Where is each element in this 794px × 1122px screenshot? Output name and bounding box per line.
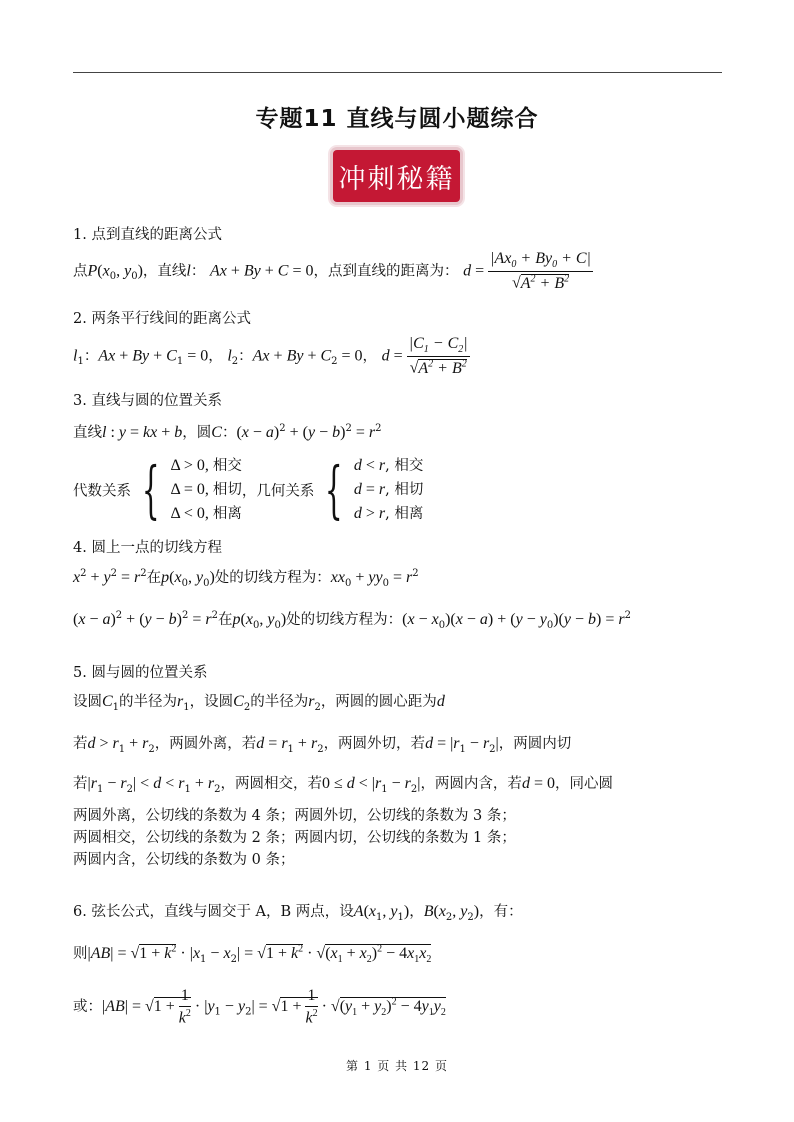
section-stamp — [333, 150, 460, 202]
section-3-line-circle: 直线l : y = kx + b，圆C：$(x - a)^2 + (y - b)^2 = r^2$ — [73, 423, 382, 441]
section-1-heading: 1. 点到直线的距离公式 — [73, 227, 222, 243]
page-title: 专题11 直线与圆小题综合 — [255, 106, 539, 132]
header-rule — [73, 72, 722, 73]
section-2-heading: 2. 两条平行线间的距离公式 — [73, 311, 251, 327]
section-5-tangent-count-2: 两圆相交，公切线的条数为 2 条；两圆内切，公切线的条数为 1 条； — [73, 830, 516, 846]
section-4-formula-1: $x^2 + y^2 = r^2$在$p(x_0$, $y_0$)处的切线方程为：$xx_0 + yy_0 = r^2$ — [73, 568, 419, 589]
section-6-chord-formula-1: 则$|AB| = √1 + k^2 \cdot |x_1 - x_2| = √1 + k^2 \cdot √(x_1 + x_2)^2 - 4x_1x_2$ — [73, 943, 432, 966]
section-5-radii: 设圆$C_1$的半径为$r_1$，设圆$C_2$的半径为$r_2$，两圆的圆心距为d — [73, 693, 445, 713]
section-6-heading: 6. 弦长公式，直线与圆交于 A，B 两点，设$A(x_1$, $y_1$)，$B(x_2$, $y_2$)，有： — [73, 903, 523, 923]
stamp-label: 冲刺秘籍 — [338, 164, 455, 195]
section-5-conditions-1: 若$d > r_1 + r_2$，两圆外离，若$d = r_1 + r_2$，两圆外切，若$d = |r_1 - r_2|$，两圆内切 — [73, 735, 572, 755]
section-6-chord-formula-2: 或：|AB| = √1 + $\frac{1}{k^2}$ · $|y_1 - y_2| = √1$ + $\frac{1}{k^2}$ · $√(y_1 + y_2)^2 - 4y_1y_2$ — [73, 987, 446, 1027]
section-4-formula-2: $(x - a)^2 + (y - b)^2 = r^2$在$p(x_0$, $y_0$)处的切线方程为：$(x - x_0)(x - a) + (y - y_0)(y - b) = r^2$ — [73, 610, 631, 631]
section-2-formula: $l_1$：$Ax + By + C_1 = 0$， $l_2$：$Ax + By + C_2 = 0$， d = $\frac{|C_1 - C_2|}{√A^2 + B^2}$ — [73, 335, 468, 377]
distance-fraction: $\frac{|Ax_0 + By_0 + C|}{√A^2 + B^2}$ — [490, 250, 591, 292]
section-4-heading: 4. 圆上一点的切线方程 — [73, 540, 222, 556]
section-5-heading: 5. 圆与圆的位置关系 — [73, 665, 208, 681]
section-3-heading: 3. 直线与圆的位置关系 — [73, 393, 222, 409]
page-footer: 第 1 页 共 12 页 — [346, 1059, 448, 1073]
section-3-relations: 代数关系 { Δ > 0, 相交 Δ = 0, 相切 Δ < 0, 相离，几何关系 { d < r, 相交 d = r, 相切 d > r, 相离 — [73, 453, 424, 526]
section-5-tangent-count-1: 两圆外离，公切线的条数为 4 条；两圆外切，公切线的条数为 3 条； — [73, 808, 516, 824]
section-1-formula: 点$P(x_0$, $y_0$)，直线l： Ax + By + C = 0，点到直线的距离为： d = $\frac{|Ax_0 + By_0 + C|}{√A^2 + B^2}$ — [73, 250, 591, 292]
section-5-conditions-2: 若$|r_1 - r_2| < d < r_1 + r_2$，两圆相交，若$0 \le d < |r_1 - r_2|$，两圆内含，若d = 0，同心圆 — [73, 775, 613, 795]
section-5-tangent-count-3: 两圆内含，公切线的条数为 0 条； — [73, 852, 295, 868]
